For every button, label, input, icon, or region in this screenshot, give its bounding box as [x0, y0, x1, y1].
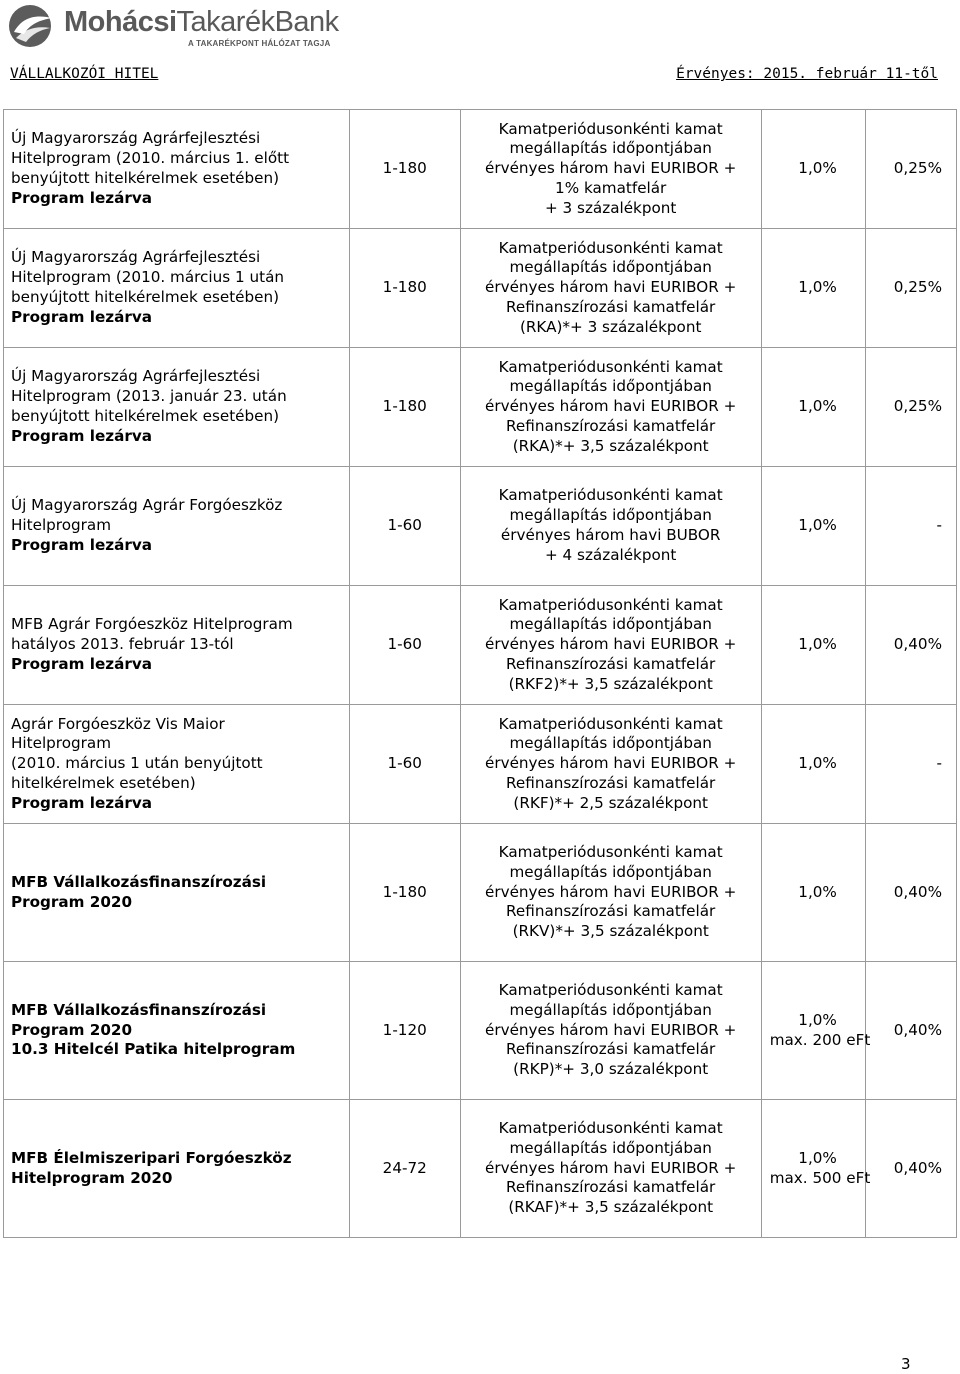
term-value: 24-72	[382, 1158, 427, 1177]
section-title: VÁLLALKOZÓI HITEL	[10, 66, 159, 82]
interest-rate-line: Kamatperiódusonkénti kamat	[498, 357, 723, 376]
interest-rate-cell	[460, 229, 761, 348]
interest-rate-line: Kamatperiódusonkénti kamat	[498, 595, 723, 614]
table-row	[4, 1100, 957, 1238]
term-value: 1-60	[387, 516, 422, 535]
interest-rate-line: (RKF)*+ 2,5 százalékpont	[513, 793, 708, 812]
fee-cell	[761, 229, 866, 348]
interest-rate-line: megállapítás időpontjában	[509, 615, 712, 634]
interest-rate-line: Kamatperiódusonkénti kamat	[498, 714, 723, 733]
fee-line: 1,0%	[798, 159, 837, 178]
fee-cell	[761, 1100, 871, 1238]
interest-rate-line: megállapítás időpontjában	[509, 139, 712, 158]
interest-rate-line: (RKF2)*+ 3,5 százalékpont	[508, 674, 713, 693]
program-status-line: MFB Élelmiszeripari Forgóeszköz	[11, 1148, 292, 1167]
interest-rate-line: Kamatperiódusonkénti kamat	[498, 1119, 723, 1137]
interest-rate-line: Refinanszírozási kamatfelár	[506, 297, 716, 316]
interest-rate-line: érvényes három havi EURIBOR +	[485, 1158, 737, 1177]
fee-cell	[761, 110, 866, 229]
term-cell	[349, 962, 460, 1100]
program-name-line: Hitelprogram (2013. január 23. után	[11, 387, 287, 406]
interest-rate-line: Refinanszírozási kamatfelár	[506, 1040, 716, 1059]
interest-rate-cell	[460, 467, 761, 586]
interest-rate-line: megállapítás időpontjában	[509, 862, 712, 881]
program-name-cell	[4, 229, 350, 348]
validity-date: Érvényes: 2015. február 11-től	[676, 66, 938, 82]
fee-line: 1,0%	[798, 516, 837, 535]
program-name-line: benyújtott hitelkérelmek esetében)	[11, 288, 280, 306]
interest-rate-line: (RKAF)*+ 3,5 százalékpont	[508, 1198, 714, 1217]
term-value: 1-180	[382, 397, 427, 416]
interest-rate-line: érvényes három havi EURIBOR +	[485, 278, 737, 297]
program-status-line: MFB Vállalkozásfinanszírozási	[11, 1000, 267, 1019]
interest-rate-line: érvényes három havi EURIBOR +	[485, 882, 737, 901]
interest-rate-line: Refinanszírozási kamatfelár	[506, 902, 716, 921]
program-status-line: Program lezárva	[11, 307, 153, 326]
interest-rate-cell	[460, 824, 761, 962]
secondary-fee-cell	[866, 110, 957, 229]
program-name-line: Hitelprogram	[11, 516, 111, 535]
program-name-line: Új Magyarország Agrárfejlesztési	[11, 248, 261, 267]
fee-line: max. 500 eFt	[769, 1168, 871, 1187]
logo-wordmark: MohácsiTakarékBank	[64, 6, 339, 38]
interest-rate-line: Refinanszírozási kamatfelár	[506, 654, 716, 673]
fee-line: 1,0%	[798, 754, 837, 773]
program-status-line: MFB Vállalkozásfinanszírozási	[11, 872, 267, 891]
program-status-line: Program lezárva	[11, 426, 153, 445]
logo-emblem-icon	[6, 2, 58, 48]
fee-cell	[761, 586, 866, 705]
interest-rate-line: (RKA)*+ 3,5 százalékpont	[512, 436, 709, 455]
table-row	[4, 705, 957, 824]
interest-rate-line: 1% kamatfelár	[555, 178, 667, 197]
program-status-line: Program lezárva	[11, 535, 153, 554]
interest-rate-line: megállapítás időpontjában	[509, 1138, 712, 1157]
fee-line: 1,0%	[798, 882, 837, 901]
program-status-line: 10.3 Hitelcél Patika hitelprogram	[11, 1040, 296, 1059]
term-value: 1-180	[382, 278, 427, 297]
interest-rate-line: érvényes három havi EURIBOR +	[485, 397, 737, 416]
program-status-line: Program lezárva	[11, 188, 153, 207]
interest-rate-cell	[460, 705, 761, 824]
program-name-line: Agrár Forgóeszköz Vis Maior	[11, 714, 225, 733]
program-name-cell	[4, 586, 350, 705]
term-value: 1-180	[382, 882, 427, 901]
program-name-line: hatályos 2013. február 13-tól	[11, 635, 234, 654]
interest-rate-line: (RKV)*+ 3,5 százalékpont	[512, 922, 709, 941]
secondary-fee-value: 0,40%	[893, 882, 942, 901]
program-name-cell	[4, 824, 350, 962]
interest-rate-line: megállapítás időpontjában	[509, 258, 712, 277]
program-status-line: Hitelprogram 2020	[11, 1168, 173, 1187]
program-name-cell	[4, 705, 350, 824]
term-cell	[349, 824, 460, 962]
secondary-fee-cell	[866, 467, 957, 586]
program-name-line: (2010. március 1 után benyújtott	[11, 754, 263, 773]
program-status-line: Program 2020	[11, 892, 133, 911]
fee-line: max. 200 eFt	[769, 1030, 871, 1049]
interest-rate-line: megállapítás időpontjában	[509, 1000, 712, 1019]
term-value: 1-180	[382, 159, 427, 178]
term-cell	[349, 586, 460, 705]
logo-tagline: A TAKARÉKPONT HÁLÓZAT TAGJA	[188, 39, 331, 48]
fee-line: 1,0%	[798, 1148, 837, 1167]
term-value: 1-120	[382, 1020, 427, 1039]
interest-rate-line: Kamatperiódusonkénti kamat	[498, 486, 723, 505]
interest-rate-line: érvényes három havi EURIBOR +	[485, 159, 737, 178]
secondary-fee-value: -	[936, 754, 942, 773]
program-name-line: hitelkérelmek esetében)	[11, 773, 196, 792]
secondary-fee-cell	[866, 824, 957, 962]
fee-line: 1,0%	[798, 397, 837, 416]
fee-line: 1,0%	[798, 635, 837, 654]
interest-rate-line: Refinanszírozási kamatfelár	[506, 1178, 716, 1197]
interest-rate-line: érvényes három havi EURIBOR +	[485, 635, 737, 654]
secondary-fee-value: 0,25%	[893, 159, 942, 178]
secondary-fee-cell	[866, 1100, 957, 1238]
secondary-fee-value: 0,25%	[893, 397, 942, 416]
term-cell	[349, 1100, 460, 1238]
program-name-line: Hitelprogram (2010. március 1. előtt	[11, 149, 290, 168]
fee-cell	[761, 824, 866, 962]
program-name-cell	[4, 962, 350, 1100]
interest-rate-line: megállapítás időpontjában	[509, 377, 712, 396]
bank-logo	[6, 2, 339, 50]
interest-rate-line: Kamatperiódusonkénti kamat	[498, 119, 723, 138]
table-row	[4, 348, 957, 467]
term-cell	[349, 110, 460, 229]
program-name-line: MFB Agrár Forgóeszköz Hitelprogram	[11, 615, 293, 634]
interest-rate-line: + 3 százalékpont	[544, 198, 677, 217]
program-name-line: Új Magyarország Agrárfejlesztési	[11, 367, 261, 386]
program-name-line: benyújtott hitelkérelmek esetében)	[11, 169, 280, 187]
secondary-fee-value: 0,40%	[893, 1158, 942, 1177]
program-name-cell	[4, 467, 350, 586]
program-name-line: Hitelprogram	[11, 734, 111, 753]
program-status-line: Program lezárva	[11, 793, 153, 812]
table-row	[4, 824, 957, 962]
interest-rate-cell	[460, 110, 761, 229]
program-name-line: Hitelprogram (2010. március 1 után	[11, 268, 284, 287]
term-value: 1-60	[387, 635, 422, 654]
interest-rate-cell	[460, 348, 761, 467]
table-row	[4, 110, 957, 229]
interest-rate-line: Kamatperiódusonkénti kamat	[498, 238, 723, 257]
interest-rate-line: megállapítás időpontjában	[509, 506, 712, 525]
term-value: 1-60	[387, 754, 422, 773]
secondary-fee-cell	[866, 348, 957, 467]
fee-line: 1,0%	[798, 1010, 837, 1029]
loan-rates-table	[3, 109, 957, 1238]
interest-rate-line: Refinanszírozási kamatfelár	[506, 416, 716, 435]
fee-cell	[761, 705, 866, 824]
secondary-fee-cell	[866, 705, 957, 824]
secondary-fee-value: -	[936, 516, 942, 535]
program-name-line: Új Magyarország Agrárfejlesztési	[11, 129, 261, 148]
fee-cell	[761, 962, 871, 1100]
table-row	[4, 229, 957, 348]
interest-rate-line: Kamatperiódusonkénti kamat	[498, 981, 723, 999]
interest-rate-line: Refinanszírozási kamatfelár	[506, 773, 716, 792]
table-row	[4, 962, 957, 1100]
program-name-line: benyújtott hitelkérelmek esetében)	[11, 407, 280, 425]
table-row	[4, 586, 957, 705]
fee-line: 1,0%	[798, 278, 837, 297]
secondary-fee-cell	[866, 962, 957, 1100]
interest-rate-line: megállapítás időpontjában	[509, 734, 712, 753]
interest-rate-line: érvényes három havi EURIBOR +	[485, 754, 737, 773]
program-name-line: Új Magyarország Agrár Forgóeszköz	[11, 496, 283, 515]
program-name-cell	[4, 348, 350, 467]
interest-rate-line: (RKA)*+ 3 százalékpont	[519, 317, 702, 336]
secondary-fee-cell	[866, 229, 957, 348]
program-name-cell	[4, 110, 350, 229]
secondary-fee-value: 0,40%	[893, 635, 942, 654]
term-cell	[349, 229, 460, 348]
fee-cell	[761, 467, 866, 586]
page-number: 3	[901, 1355, 911, 1373]
secondary-fee-value: 0,25%	[893, 278, 942, 297]
interest-rate-cell	[460, 1100, 761, 1238]
interest-rate-line: érvényes három havi EURIBOR +	[485, 1020, 737, 1039]
interest-rate-line: + 4 százalékpont	[544, 545, 677, 564]
program-status-line: Program 2020	[11, 1020, 133, 1039]
interest-rate-cell	[460, 962, 761, 1100]
interest-rate-line: érvényes három havi BUBOR	[500, 526, 721, 544]
term-cell	[349, 348, 460, 467]
secondary-fee-cell	[866, 586, 957, 705]
secondary-fee-value: 0,40%	[893, 1020, 942, 1039]
program-name-cell	[4, 1100, 350, 1238]
table-row	[4, 467, 957, 586]
interest-rate-line: Kamatperiódusonkénti kamat	[498, 843, 723, 861]
term-cell	[349, 467, 460, 586]
term-cell	[349, 705, 460, 824]
program-status-line: Program lezárva	[11, 654, 153, 673]
interest-rate-cell	[460, 586, 761, 705]
fee-cell	[761, 348, 866, 467]
interest-rate-line: (RKP)*+ 3,0 százalékpont	[513, 1060, 709, 1079]
